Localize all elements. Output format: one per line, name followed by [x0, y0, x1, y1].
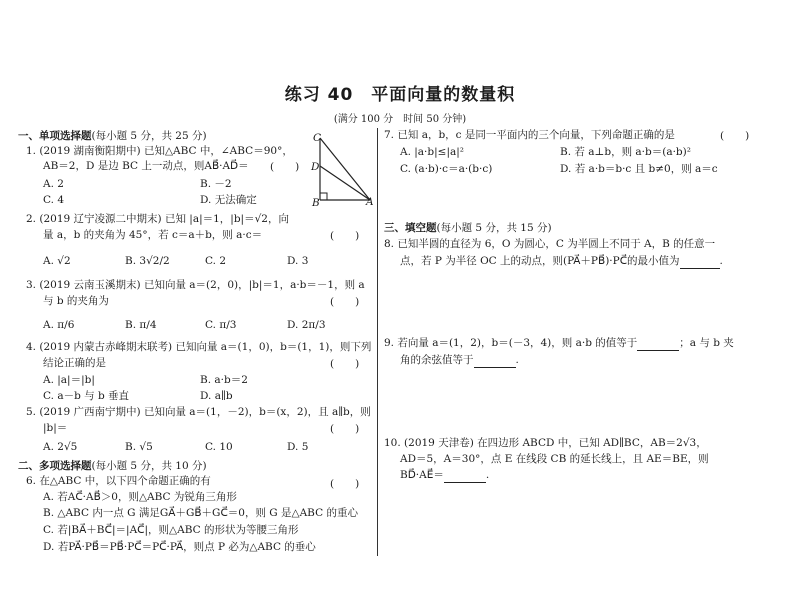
q2-line-2: 量 a，b 的夹角为 45°，若 c＝a＋b，则 a·c＝ — [43, 229, 263, 241]
q8-text: 点，若 P 为半径 OC 上的动点，则(PA⃗＋PB⃗)·PC⃗的最小值为 — [400, 255, 680, 267]
q3-line-2: 与 b 的夹角为 — [43, 295, 109, 307]
q9-text-b: ；a 与 b 夹 — [679, 337, 734, 349]
q2-answer-paren: ( ) — [330, 230, 360, 242]
q8-answer-blank[interactable] — [680, 254, 720, 269]
q9-line-2 — [400, 353, 519, 368]
q3-line-1: 3. (2019 云南玉溪期末) 已知向量 a＝(2，0)，|b|＝1，a·b＝－1，则 a — [26, 279, 365, 291]
q10-line-3 — [400, 468, 489, 483]
q10-text: BD⃗·AE⃗＝ — [400, 469, 444, 481]
section-note: (每小题 5 分，共 25 分) — [91, 130, 207, 142]
q4-option-a: A. |a|＝|b| — [43, 374, 95, 386]
section-title: 三、填空题 — [384, 222, 437, 234]
section-title: 一、单项选择题 — [18, 130, 92, 142]
q5-option-b: B. √5 — [125, 441, 153, 453]
q6-line-1: 6. 在△ABC 中，以下四个命题正确的有 — [26, 475, 211, 487]
q3-option-c: C. π/3 — [205, 319, 237, 331]
q9-answer-blank-2[interactable] — [474, 353, 516, 368]
q2-option-d: D. 3 — [287, 255, 309, 267]
q7-line-1: 7. 已知 a，b，c 是同一平面内的三个向量，下列命题正确的是 — [384, 129, 675, 141]
q6-option-a: A. 若AC⃗·AB⃗＞0，则△ABC 为锐角三角形 — [43, 491, 237, 503]
q7-answer-paren: ( ) — [720, 130, 750, 142]
q10-period: . — [485, 469, 490, 481]
q2-line-1: 2. (2019 辽宁凌源二中期末) 已知 |a|＝1，|b|＝√2，向 — [26, 213, 289, 225]
q2-option-b: B. 3√2/2 — [125, 255, 170, 267]
figure-label-a: A — [366, 196, 374, 208]
q1-option-a: A. 2 — [43, 178, 64, 190]
q2-option-c: C. 2 — [205, 255, 227, 267]
q6-option-b: B. △ABC 内一点 G 满足GA⃗＋GB⃗＋GC⃗＝0，则 G 是△ABC 的重心 — [43, 507, 358, 519]
q1-option-c: C. 4 — [43, 194, 65, 206]
q1-answer-paren: ( ) — [270, 161, 300, 173]
q3-option-a: A. π/6 — [43, 319, 75, 331]
q5-line-2: |b|＝ — [43, 422, 68, 434]
q2-option-a: A. √2 — [43, 255, 71, 267]
q9-period: . — [515, 354, 519, 366]
q7-option-c: C. (a·b)·c＝a·(b·c) — [400, 163, 493, 175]
q4-option-c: C. a－b 与 b 垂直 — [43, 390, 130, 402]
q10-answer-blank[interactable] — [444, 468, 486, 483]
q6-option-c: C. 若|BA⃗＋BC⃗|＝|AC⃗|，则△ABC 的形状为等腰三角形 — [43, 524, 299, 536]
q3-option-b: B. π/4 — [125, 319, 157, 331]
q4-line-1: 4. (2019 内蒙古赤峰期末联考) 已知向量 a＝(1，0)，b＝(1，1)，则下列 — [26, 341, 372, 353]
q5-option-d: D. 5 — [287, 441, 309, 453]
q3-option-d: D. 2π/3 — [287, 319, 326, 331]
q8-period: . — [719, 255, 723, 267]
figure-label-d: D — [311, 161, 320, 173]
section-note: (每小题 5 分，共 15 分) — [436, 222, 552, 234]
q8-line-2 — [400, 254, 723, 269]
section-heading-3 — [384, 220, 552, 235]
q6-option-d: D. 若PA⃗·PB⃗＝PB⃗·PC⃗＝PC⃗·PA⃗，则点 P 必为△ABC 的垂心 — [43, 541, 316, 553]
q5-option-a: A. 2√5 — [43, 441, 78, 453]
q7-option-d: D. 若 a·b＝b·c 且 b≠0，则 a＝c — [560, 163, 718, 175]
q5-option-c: C. 10 — [205, 441, 233, 453]
q6-answer-paren: ( ) — [330, 478, 360, 490]
q3-answer-paren: ( ) — [330, 296, 360, 308]
q8-line-1: 8. 已知半圆的直径为 6，O 为圆心，C 为半圆上不同于 A，B 的任意一 — [384, 238, 716, 250]
q10-line-2: AD＝5，A＝30°，点 E 在线段 CB 的延长线上，且 AE＝BE，则 — [400, 453, 709, 465]
q7-option-a: A. |a·b|≤|a|² — [400, 146, 464, 158]
q10-line-1: 10. (2019 天津卷) 在四边形 ABCD 中，已知 AD∥BC，AB＝2√3， — [384, 437, 707, 449]
q9-answer-blank-1[interactable] — [637, 336, 679, 351]
q5-line-1: 5. (2019 广西南宁期中) 已知向量 a＝(1，－2)，b＝(x，2)，且 a∥b，则 — [26, 406, 371, 418]
q1-option-d: D. 无法确定 — [200, 194, 257, 206]
q4-option-d: D. a∥b — [200, 390, 233, 402]
q9-text-c: 角的余弦值等于 — [400, 354, 474, 366]
figure-label-c: C — [313, 132, 322, 144]
figure-label-b: B — [312, 197, 320, 209]
q5-answer-paren: ( ) — [330, 423, 360, 435]
q1-option-b: B. －2 — [200, 178, 232, 190]
page-title: 练习 40 平面向量的数量积 — [284, 85, 516, 105]
q9-text-a: 9. 若向量 a＝(1，2)，b＝(－3，4)，则 a·b 的值等于 — [384, 337, 638, 349]
q4-line-2: 结论正确的是 — [43, 357, 106, 369]
section-title: 二、多项选择题 — [18, 460, 92, 472]
q4-option-b: B. a·b＝2 — [200, 374, 248, 386]
page-subtitle: (满分 100 分 时间 50 分钟) — [333, 114, 467, 125]
q7-option-b: B. 若 a⊥b，则 a·b＝(a·b)² — [560, 146, 691, 158]
q4-answer-paren: ( ) — [330, 358, 360, 370]
q1-line-2: AB＝2，D 是边 BC 上一动点，则AB⃗·AD⃗＝ — [43, 160, 249, 172]
section-heading-2 — [18, 458, 207, 473]
q1-line-1: 1. (2019 湖南衡阳期中) 已知△ABC 中，∠ABC＝90°， — [26, 145, 293, 157]
section-heading-1 — [18, 128, 207, 143]
q9-line-1 — [384, 336, 734, 351]
section-note: (每小题 5 分，共 10 分) — [91, 460, 207, 472]
